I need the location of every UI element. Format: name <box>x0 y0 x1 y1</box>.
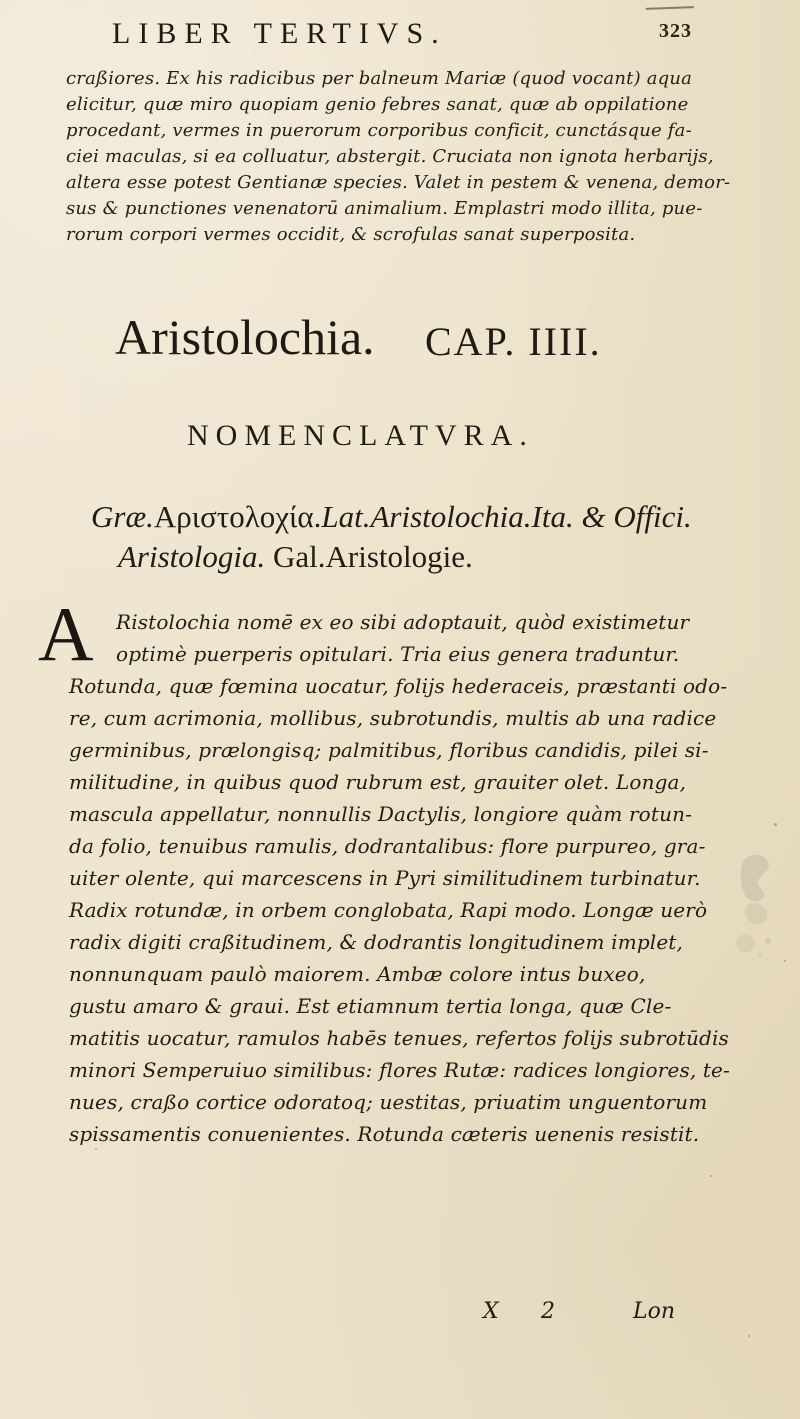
folio-number: 323 <box>659 20 692 42</box>
main-line-1: Ristolochia nomē ex eo sibi adoptauit, quòd existimetur <box>116 610 690 634</box>
signature-line <box>483 1299 713 1324</box>
ink-fleck <box>774 823 777 826</box>
synonyms-ita: Ita. <box>531 499 574 534</box>
main-paragraph <box>36 591 736 1355</box>
synonyms-french-name: Aristologie. <box>325 539 473 574</box>
running-title: LIBER TERTIVS. <box>112 17 447 50</box>
main-line-2: optimè puerperis opitulari. Tria eius genera traduntur. <box>116 642 680 666</box>
main-line-6: militudine, in quibus quod rubrum est, grauiter olet. Longa, <box>69 770 687 794</box>
ink-fleck <box>784 960 786 962</box>
main-line-14: matitis uocatur, ramulos habēs tenues, refertos folijs subrotūdis <box>69 1026 729 1050</box>
main-line-13: gustu amaro & graui. Est etiamnum tertia longa, quæ Cle- <box>69 994 672 1018</box>
main-line-7: mascula appellatur, nonnullis Dactylis, longiore quàm rotun- <box>69 802 693 826</box>
chapter-heading <box>115 308 715 368</box>
chapter-label: CAP. IIII. <box>425 319 602 364</box>
synonyms-line-1 <box>91 497 731 537</box>
main-line-17: spissamentis conuenientes. Rotunda cæteris uenenis resistit. <box>69 1122 700 1146</box>
synonyms-greek: Αριστολοχία. <box>153 499 322 534</box>
main-line-4: re, cum acrimonia, mollibus, subrotundis, multis ab una radice <box>69 706 717 730</box>
main-line-9: uiter olente, qui marcescens in Pyri similitudinem turbinatur. <box>69 866 701 890</box>
main-line-12: nonnunquam paulò maiorem. Ambæ colore intus buxeo, <box>69 962 646 986</box>
catchword: Lon <box>633 1299 676 1324</box>
ink-fleck <box>710 1175 712 1177</box>
synonyms-block <box>91 497 731 577</box>
intro-paragraph <box>66 66 731 248</box>
intro-line-4: ciei maculas, si ea colluatur, abstergit. Cruciata non ignota herbarijs, <box>66 146 714 167</box>
synonyms-gal: Gal. <box>273 539 326 574</box>
page-stain-icon <box>732 842 782 966</box>
synonyms-offici: Offici. <box>613 499 692 534</box>
running-head <box>112 17 692 63</box>
signature-mark: X <box>483 1299 499 1324</box>
intro-line-7: rorum corpori vermes occidit, & scrofulas sanat superposita. <box>66 224 636 245</box>
main-line-16: nues, craßo cortice odoratoq; uestitas, priuatim unguentorum <box>69 1090 708 1114</box>
main-line-8: da folio, tenuibus ramulis, dodrantalibus: flore purpureo, gra- <box>69 834 706 858</box>
main-line-15: minori Semperuiuo similibus: flores Rutæ: radices longiores, te- <box>69 1058 730 1082</box>
intro-line-2: elicitur, quæ miro quopiam genio febres sanat, quæ ab oppilatione <box>66 94 689 115</box>
synonyms-line-2 <box>91 537 731 577</box>
drop-cap: A <box>38 591 94 677</box>
main-line-5: germinibus, prælongisq; palmitibus, floribus candidis, pilei si- <box>69 738 709 762</box>
synonyms-prefix-grae: Græ. <box>91 499 154 534</box>
main-line-10: Radix rotundæ, in orbem conglobata, Rapi modo. Longæ uerò <box>69 898 708 922</box>
synonyms-ampersand: & <box>581 499 606 534</box>
main-line-3: Rotunda, quæ fœmina uocatur, folijs hederaceis, præstanti odo- <box>69 674 728 698</box>
intro-line-6: sus & punctiones venenatorū animalium. Emplastri modo illita, pue- <box>66 198 703 219</box>
intro-line-3: procedant, vermes in puerorum corporibus conficit, cunctásque fa- <box>66 120 692 141</box>
signature-number: 2 <box>541 1299 555 1324</box>
intro-line-1: craßiores. Ex his radicibus per balneum Mariæ (quod vocant) aqua <box>66 68 693 89</box>
ink-fleck <box>748 1335 750 1337</box>
synonyms-offici-name: Aristologia. <box>118 539 266 574</box>
main-line-11: radix digiti craßitudinem, & dodrantis longitudinem implet, <box>69 930 684 954</box>
intro-line-5: altera esse potest Gentianæ species. Valet in pestem & venena, demor- <box>66 172 731 193</box>
folio-mark-icon <box>646 6 694 20</box>
main-text <box>69 606 729 1150</box>
synonyms-lat: Lat. <box>321 499 371 534</box>
ink-fleck <box>95 1148 97 1150</box>
chapter-name: Aristolochia. <box>115 309 375 365</box>
nomenclatura-title: NOMENCLATVRA. <box>187 419 534 452</box>
synonyms-latin-name: Aristolochia. <box>370 499 532 534</box>
